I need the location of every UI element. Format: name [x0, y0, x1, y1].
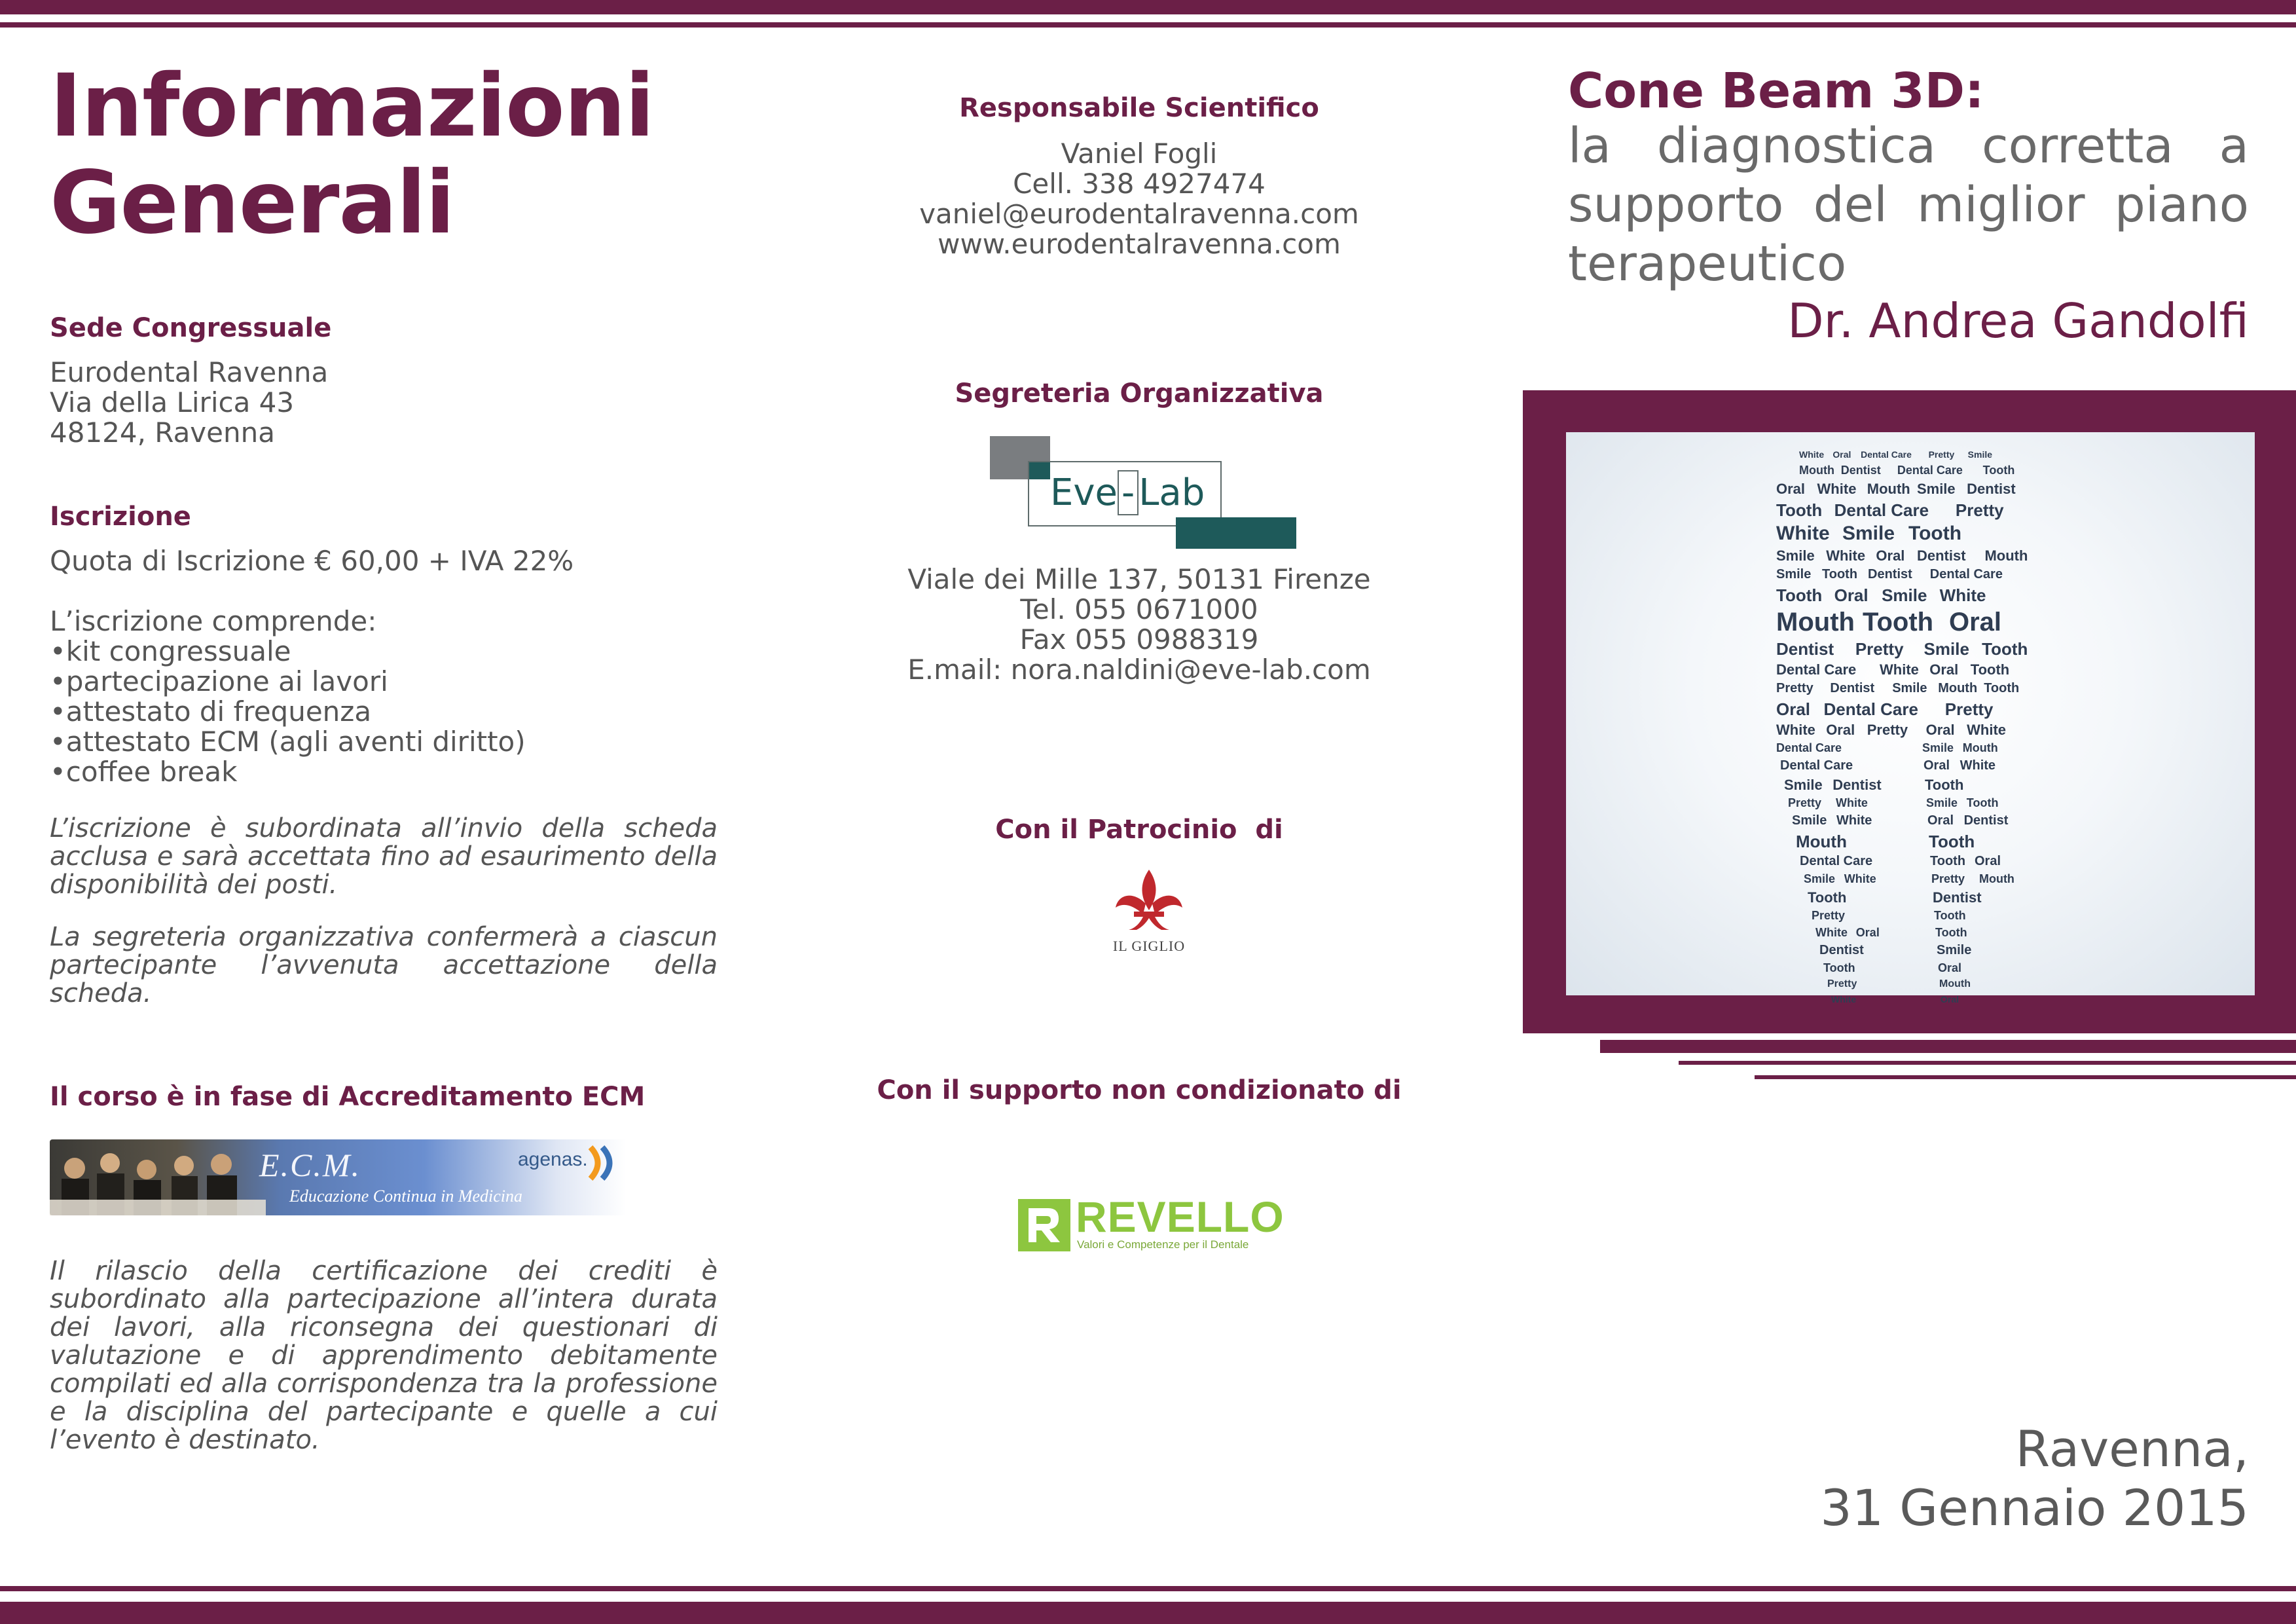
cloud-word: Smile: [1916, 481, 1956, 497]
includes-item: •attestato ECM (agli aventi diritto): [50, 726, 526, 758]
iscrizione-quota: Quota di Iscrizione € 60,00 + IVA 22%: [50, 545, 574, 577]
il-giglio-text: IL GIGLIO: [1112, 938, 1186, 954]
cloud-word: Mouth: [1978, 872, 2014, 885]
cloud-word: Pretty: [1788, 796, 1822, 809]
cloud-word: Dentist: [1832, 777, 1882, 793]
cloud-word: Smile: [1922, 741, 1954, 754]
cloud-word: Smile: [1776, 567, 1812, 581]
resp-phone: Cell. 338 4927474: [1013, 168, 1266, 200]
sede-line: Via della Lirica 43: [50, 386, 295, 418]
cloud-word: Mouth: [1776, 608, 1855, 637]
page-title: [50, 58, 704, 251]
cloud-word: Tooth: [1776, 585, 1823, 605]
title-line-1: Informazioni: [50, 56, 654, 157]
tooth-word-cloud: [1566, 432, 2255, 1005]
cloud-word: Pretty: [1944, 699, 1994, 719]
cover-title: Cone Beam 3D:: [1568, 63, 1984, 119]
cloud-word: Oral: [1826, 722, 1855, 738]
cloud-word: Smile: [1842, 523, 1895, 544]
ecm-banner-title: E.C.M.: [259, 1147, 361, 1183]
resp-heading: Responsabile Scientifico: [959, 93, 1319, 123]
cloud-word: Pretty: [1812, 909, 1846, 922]
cloud-word: Pretty: [1867, 722, 1908, 738]
cloud-word: Mouth: [1796, 832, 1847, 851]
resp-name: Vaniel Fogli: [1061, 138, 1218, 170]
cloud-word: Pretty: [1827, 978, 1857, 989]
cloud-word: Smile: [1784, 777, 1823, 793]
il-giglio-logo: [1100, 864, 1198, 963]
cloud-word: Tooth: [1970, 661, 2010, 678]
cloud-word: Smile: [1792, 813, 1827, 828]
cloud-word: Mouth: [1984, 547, 2028, 564]
cloud-word: Dental Care: [1897, 464, 1963, 477]
iscrizione-note-2: La segreteria organizzativa confermerà a ciascun partecipante l’avvenuta accettazione della scheda.: [50, 922, 718, 1008]
cloud-word: White: [1776, 722, 1815, 738]
cloud-word: Dental Care: [1834, 500, 1929, 520]
cloud-word: Dental Care: [1861, 449, 1912, 460]
cloud-word: White: [1959, 758, 1996, 773]
sede-heading: Sede Congressuale: [50, 313, 332, 343]
cloud-word: White: [1799, 449, 1825, 460]
evelab-text-eve: Eve: [1050, 471, 1118, 514]
segreteria-email[interactable]: E.mail: nora.naldini@eve-lab.com: [907, 654, 1371, 686]
cover-place-date: [1702, 1420, 2249, 1538]
evelab-text-dash: -: [1118, 470, 1139, 515]
iscrizione-note-1: L’iscrizione è subordinata all’invio della scheda acclusa e sarà accettata fino ad esaurimento della disponibilità dei posti.: [50, 813, 718, 900]
cloud-word: Dentist: [1916, 547, 1966, 564]
ecm-banner: [50, 1139, 626, 1215]
cloud-word: Dental Care: [1776, 741, 1842, 754]
cloud-word: Oral: [1938, 961, 1962, 974]
cloud-word: White: [1831, 994, 1857, 1005]
cloud-word: Tooth: [1823, 961, 1855, 974]
cloud-word: Dentist: [1868, 567, 1912, 581]
cloud-word: Tooth: [1808, 889, 1847, 906]
cloud-word: Oral: [1975, 854, 2001, 868]
cloud-word: Tooth: [1776, 500, 1823, 520]
cloud-word: Tooth: [1982, 639, 2028, 659]
iscrizione-includes: [50, 606, 704, 787]
evelab-logo: [982, 434, 1309, 557]
ecm-banner-subtitle: Educazione Continua in Medicina: [289, 1187, 523, 1206]
frame-accent-line-3: [1755, 1075, 2296, 1079]
cloud-word: Oral: [1927, 813, 1954, 828]
top-border-line: [0, 22, 2296, 28]
cloud-word: Dentist: [1840, 464, 1881, 477]
cloud-word: Tooth: [1822, 567, 1858, 581]
cloud-word: Mouth: [1938, 681, 1978, 695]
cover-date: 31 Gennaio 2015: [1820, 1479, 2249, 1537]
evelab-text-lab: Lab: [1139, 471, 1205, 514]
segreteria-phone: Tel. 055 0671000: [1020, 593, 1258, 625]
cloud-word: Oral: [1941, 994, 1959, 1005]
revello-mark-icon: [1018, 1199, 1070, 1251]
cloud-word: Smile: [1937, 943, 1972, 957]
segreteria-address: Viale dei Mille 137, 50131 Firenze: [907, 563, 1371, 595]
cloud-word: Tooth: [1935, 926, 1967, 939]
cloud-word: Dental Care: [1776, 661, 1857, 678]
revello-name: REVELLO: [1076, 1192, 1285, 1241]
revello-tagline: Valori e Competenze per il Dentale: [1077, 1238, 1249, 1251]
cloud-word: Dental Care: [1800, 854, 1873, 868]
cloud-word: Oral: [1832, 449, 1851, 460]
frame-accent-line-2: [1679, 1061, 2296, 1065]
resp-website[interactable]: www.eurodentalravenna.com: [938, 228, 1341, 260]
cloud-word: Oral: [1776, 699, 1811, 719]
cloud-word: Pretty: [1955, 500, 2004, 520]
cover-image: [1566, 432, 2255, 1005]
cloud-word: Dentist: [1776, 639, 1834, 659]
cloud-word: White: [1880, 661, 1919, 678]
sede-line: 48124, Ravenna: [50, 416, 275, 449]
patrocinio-heading: Con il Patrocinio di: [995, 815, 1283, 845]
bottom-border-line: [0, 1586, 2296, 1591]
cloud-word: White: [1836, 813, 1872, 828]
cloud-word: Pretty: [1928, 449, 1955, 460]
includes-item: •kit congressuale: [50, 635, 291, 667]
segreteria-heading: Segreteria Organizzativa: [955, 378, 1324, 409]
cloud-word: White: [1844, 872, 1876, 885]
cloud-word: Pretty: [1776, 681, 1813, 695]
painting-figures-icon: [50, 1139, 266, 1215]
segreteria-fax: Fax 055 0988319: [1019, 623, 1259, 655]
cloud-word: Tooth: [1984, 681, 2020, 695]
agenas-mark-icon: [585, 1143, 619, 1183]
cloud-word: Oral: [1923, 758, 1950, 773]
includes-item: •partecipazione ai lavori: [50, 665, 388, 697]
agenas-logo: agenas.: [518, 1149, 588, 1170]
cloud-word: Smile: [1882, 585, 1927, 605]
cloud-word: Dental Care: [1780, 758, 1853, 773]
lily-icon: [1100, 864, 1198, 936]
cloud-word: Tooth: [1929, 832, 1975, 851]
cloud-word: Tooth: [1934, 909, 1966, 922]
frame-accent-line-1: [1600, 1040, 2296, 1053]
includes-item: •attestato di frequenza: [50, 695, 372, 728]
top-border-bar: [0, 0, 2296, 14]
bottom-border-bar: [0, 1602, 2296, 1624]
cloud-word: Dentist: [1963, 813, 2009, 828]
cloud-word: Oral: [1929, 661, 1959, 678]
segreteria-contact: [845, 564, 1434, 685]
cloud-word: White: [1817, 481, 1857, 497]
cloud-word: Dentist: [1830, 681, 1875, 695]
cloud-word: Tooth: [1863, 608, 1934, 637]
sede-address: [50, 358, 508, 448]
resp-email[interactable]: vaniel@eurodentalravenna.com: [919, 198, 1359, 230]
revello-logo: [1018, 1192, 1285, 1255]
includes-intro: L’iscrizione comprende:: [50, 605, 377, 637]
supporto-heading: Con il supporto non condizionato di: [877, 1075, 1402, 1105]
cloud-word: Oral: [1925, 722, 1955, 738]
sede-line: Eurodental Ravenna: [50, 356, 329, 388]
cloud-word: Smile: [1926, 796, 1958, 809]
iscrizione-heading: Iscrizione: [50, 502, 191, 532]
cover-place: Ravenna,: [2015, 1420, 2249, 1478]
cloud-word: Oral: [1949, 608, 2002, 637]
cloud-word: Oral: [1834, 585, 1868, 605]
cloud-word: Dentist: [1933, 889, 1982, 906]
cloud-word: White: [1967, 722, 2007, 738]
cloud-word: Dental Care: [1823, 699, 1918, 719]
cloud-word: Smile: [1892, 681, 1927, 695]
cloud-word: Tooth: [1930, 854, 1966, 868]
cloud-word: White: [1835, 796, 1868, 809]
includes-item: •coffee break: [50, 756, 238, 788]
cloud-word: White: [1826, 547, 1866, 564]
evelab-teal-bar: [1176, 517, 1296, 549]
cloud-word: Oral: [1776, 481, 1806, 497]
cloud-word: Dentist: [1819, 943, 1864, 957]
cloud-word: Tooth: [1982, 464, 2015, 477]
cloud-word: Oral: [1855, 926, 1880, 939]
cloud-word: Tooth: [1925, 777, 1964, 793]
cloud-word: Tooth: [1966, 796, 1999, 809]
ecm-note: Il rilascio della certificazione dei crediti è subordinato alla partecipazione all’intera durata dei lavori, alla riconsegna dei questionari di valutazione e di apprendimento debitamente compilati ed alla corrispondenza tra la professione e la disciplina del partecipante e quelle a cui l’evento è destinato.: [50, 1256, 718, 1455]
cloud-word: Mouth: [1799, 464, 1834, 477]
cloud-word: Pretty: [1855, 639, 1904, 659]
title-line-2: Generali: [50, 153, 455, 253]
cloud-word: Mouth: [1962, 741, 1998, 754]
cloud-word: Tooth: [1908, 523, 1962, 544]
cloud-word: Mouth: [1939, 978, 1971, 989]
cloud-word: Smile: [1967, 449, 1993, 460]
cloud-word: Pretty: [1931, 872, 1965, 885]
resp-contact: [845, 139, 1434, 259]
cloud-word: Smile: [1776, 547, 1815, 564]
cloud-word: Dentist: [1967, 481, 2016, 497]
cloud-word: White: [1815, 926, 1848, 939]
cloud-word: Oral: [1876, 547, 1905, 564]
evelab-wordmark: [1050, 470, 1205, 515]
cloud-word: Mouth: [1867, 481, 1910, 497]
ecm-heading: Il corso è in fase di Accreditamento ECM: [50, 1082, 646, 1112]
cloud-word: Smile: [1923, 639, 1969, 659]
cloud-word: White: [1776, 523, 1830, 544]
cloud-word: White: [1939, 585, 1986, 605]
cover-subtitle: la diagnostica corretta a supporto del miglior piano terapeutico: [1568, 118, 2249, 292]
cloud-word: Dental Care: [1929, 567, 2003, 581]
cloud-word: Smile: [1804, 872, 1836, 885]
cover-author: Dr. Andrea Gandolfi: [1787, 293, 2249, 348]
